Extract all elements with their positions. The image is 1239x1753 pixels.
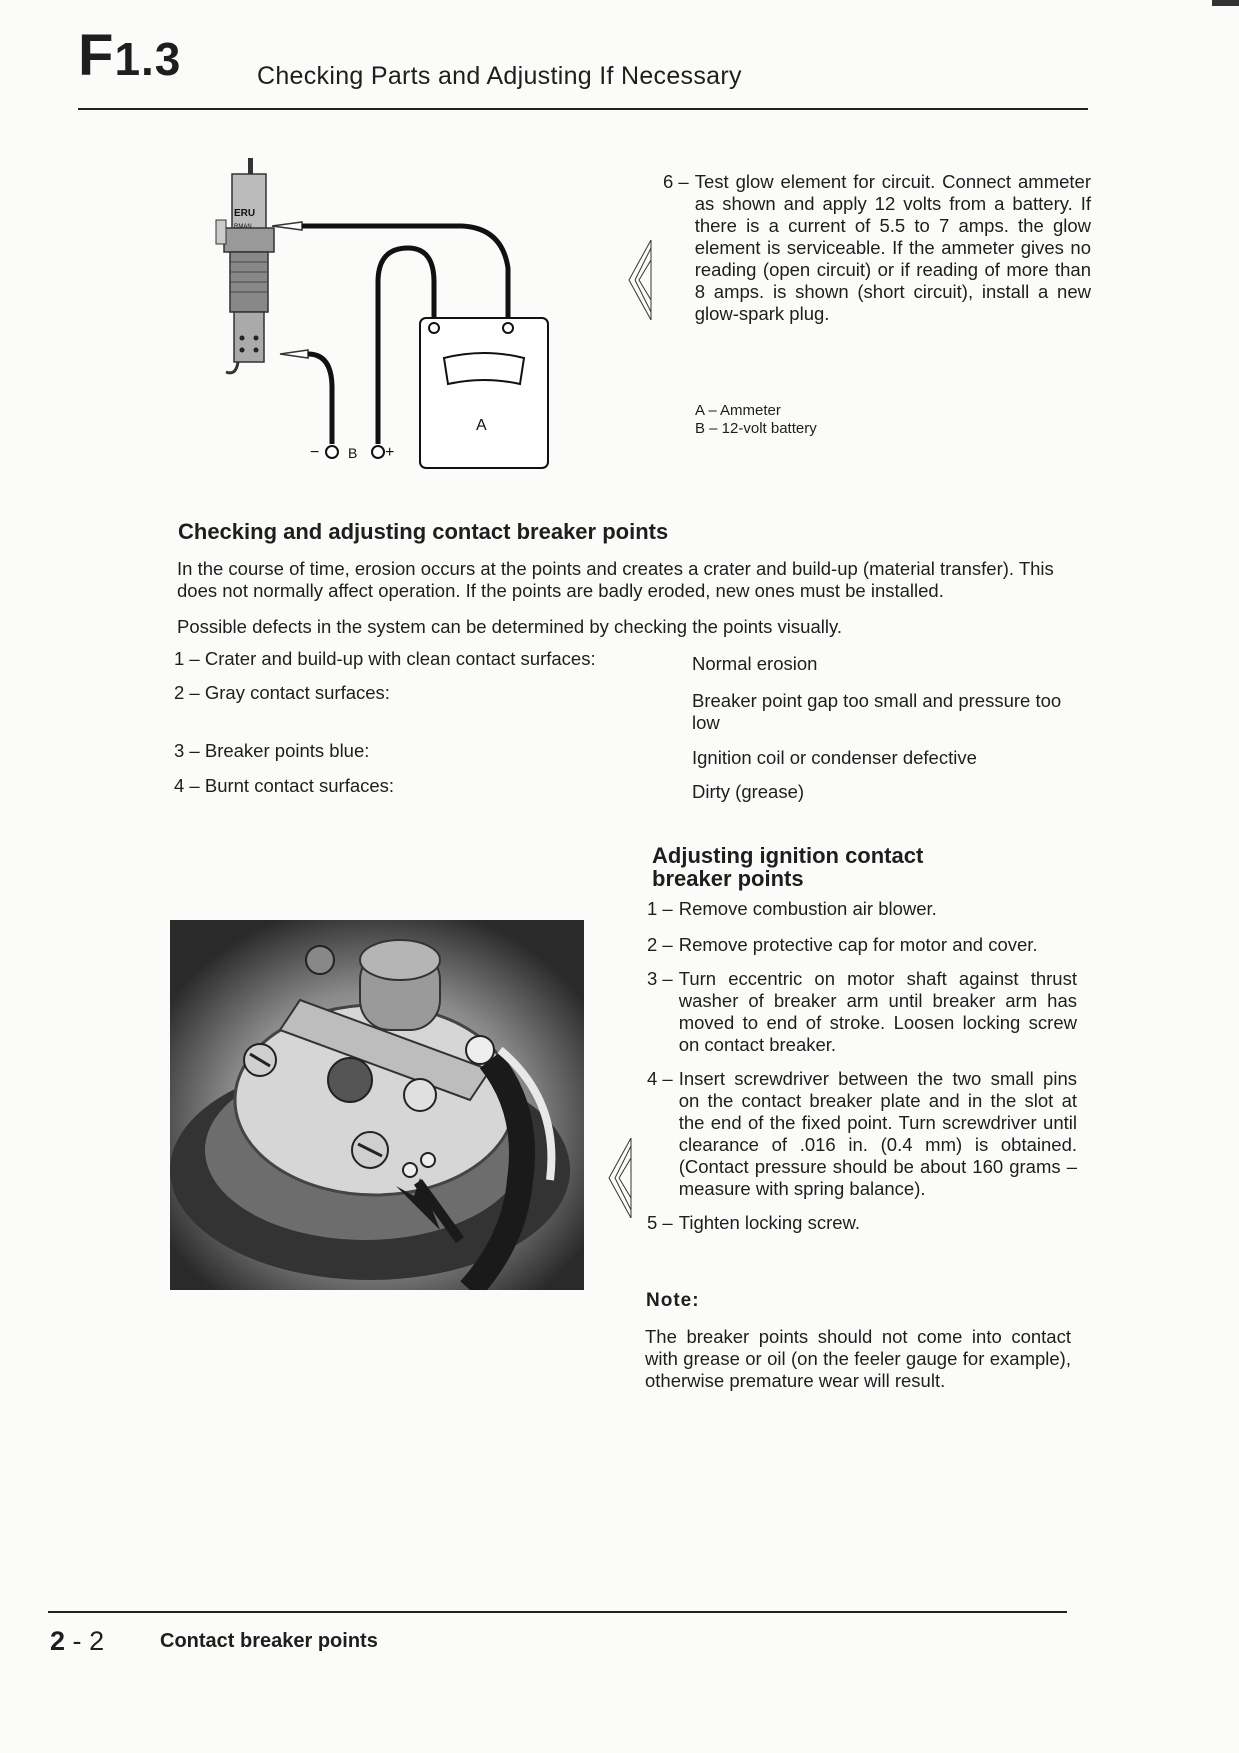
note-title: Note:: [646, 1290, 700, 1311]
battery-terminals: [310, 444, 394, 461]
step-6-number: 6 –: [663, 171, 689, 192]
diagram-legend: [695, 402, 817, 438]
svg-text:A: A: [476, 417, 487, 434]
svg-text:−: −: [310, 444, 320, 461]
pointer-arrow-icon: [627, 240, 653, 320]
section-code: [78, 22, 181, 89]
note-text: The breaker points should not come into contact with grease or oil (on the feeler gauge for example), otherwise premature wear will result.: [645, 1326, 1071, 1391]
section-heading-adjusting-line2: breaker points: [652, 866, 804, 891]
section-heading-checking: Checking and adjusting contact breaker points: [178, 519, 669, 544]
section-letter: F: [78, 23, 115, 88]
defect-condition-4: 4 – Burnt contact surfaces:: [174, 775, 395, 796]
glow-plug-test-diagram: [212, 158, 597, 471]
section-heading-adjusting-line1: Adjusting ignition contact: [652, 843, 924, 868]
section-number: 1.3: [114, 33, 182, 85]
defect-condition-3: 3 – Breaker points blue:: [174, 740, 370, 761]
svg-text:ERU: ERU: [234, 208, 256, 219]
defect-result-2: Breaker point gap too small and pressure too low: [692, 690, 1062, 733]
visual-check-paragraph: Possible defects in the system can be determined by checking the points visually.: [177, 616, 842, 637]
pointer-arrow-icon: [607, 1138, 633, 1218]
step-6-text: Test glow element for circuit. Connect ammeter as shown and apply 12 volts from a battery. If there is a current of 5.5 to 7 amps. the glow element is serviceable. If the ammeter gives no reading (open circuit) or if reading of more than 8 amps. is shown (short circuit), install a new glow-spark plug.: [694, 171, 1091, 324]
defect-result-4: Dirty (grease): [692, 781, 805, 802]
page-title: Checking Parts and Adjusting If Necessary: [257, 62, 742, 90]
defect-result-3: Ignition coil or condenser defective: [692, 747, 977, 768]
defect-condition-2: 2 – Gray contact surfaces:: [174, 682, 390, 703]
page-number: 2 - 2: [50, 1626, 105, 1656]
svg-text:+: +: [385, 444, 395, 461]
step-6: [663, 171, 1091, 325]
wire-plug-to-battery: [308, 354, 332, 444]
adjust-step-2: 2 – Remove protective cap for motor and cover.: [647, 934, 1038, 955]
contact-breaker-photo: [170, 920, 584, 1290]
glow-plug-illustration: [216, 158, 308, 373]
adjust-step-4: 4 – Insert screwdriver between the two small pins on the contact breaker plate and in the slot at the end of the fixed point. Turn screwdriver until clearance of .016 in. (0.4 mm) is obtained. (Contact pressure should be about 160 grams – measure with spring balance).: [647, 1068, 1077, 1199]
adjust-step-1: 1 – Remove combustion air blower.: [647, 898, 937, 919]
wire-plug-to-meter: [302, 226, 508, 322]
svg-text:RMAN: RMAN: [234, 224, 252, 230]
ammeter-illustration: [420, 318, 548, 468]
footer-title: Contact breaker points: [160, 1630, 378, 1652]
adjust-step-3: 3 – Turn eccentric on motor shaft against thrust washer of breaker arm until breaker arm has moved to end of stroke. Loosen locking screw on contact breaker.: [647, 968, 1077, 1055]
svg-text:B: B: [348, 445, 358, 461]
legend-ammeter: A – Ammeter: [695, 402, 781, 419]
defect-condition-1: 1 – Crater and build-up with clean contact surfaces:: [174, 648, 596, 669]
adjust-step-5: 5 – Tighten locking screw.: [647, 1212, 861, 1233]
section-heading-adjusting: [652, 844, 923, 890]
erosion-paragraph: In the course of time, erosion occurs at the points and creates a crater and build-up (material transfer). This does not normally affect operation. If the points are badly eroded, new ones must be installed.: [177, 558, 1054, 601]
adjusting-steps-list: [647, 898, 1077, 1246]
page-edge-mark: [1212, 0, 1239, 6]
header-rule: [78, 108, 1088, 110]
footer-rule: [48, 1611, 1067, 1613]
legend-battery: B – 12-volt battery: [695, 420, 817, 437]
defect-result-1: Normal erosion: [692, 653, 818, 674]
